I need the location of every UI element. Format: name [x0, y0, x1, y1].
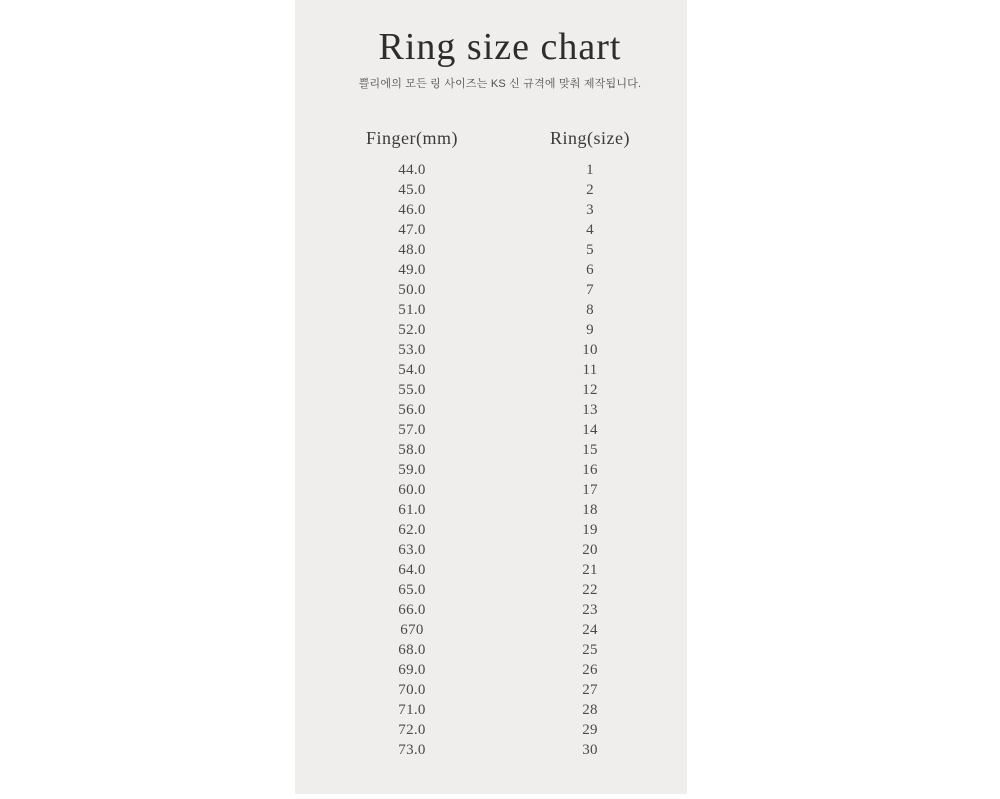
- table-row: [300, 520, 700, 540]
- finger-value: 71.0: [398, 702, 426, 718]
- finger-value: 69.0: [398, 662, 426, 678]
- table-row: [300, 300, 700, 320]
- finger-value: 44.0: [398, 162, 426, 178]
- ring-value: 23: [582, 602, 598, 618]
- ring-value: 3: [586, 202, 594, 218]
- ring-value: 4: [586, 222, 594, 238]
- table-row: [300, 280, 700, 300]
- ring-value: 30: [582, 742, 598, 758]
- table-row: [300, 340, 700, 360]
- finger-value: 64.0: [398, 562, 426, 578]
- finger-value: 60.0: [398, 482, 426, 498]
- ring-value: 1: [586, 162, 594, 178]
- table-row: [300, 660, 700, 680]
- finger-value: 45.0: [398, 182, 426, 198]
- page-subtitle: 쁠리에의 모든 링 사이즈는 KS 신 규격에 맞춰 제작됩니다.: [358, 78, 642, 90]
- table-row: [300, 460, 700, 480]
- ring-value: 26: [582, 662, 598, 678]
- finger-value: 68.0: [398, 642, 426, 658]
- finger-value: 57.0: [398, 422, 426, 438]
- table-row: [300, 440, 700, 460]
- ring-value: 27: [582, 682, 598, 698]
- ring-value: 17: [582, 482, 598, 498]
- ring-value: 24: [582, 622, 598, 638]
- table-row: [300, 700, 700, 720]
- ring-value: 20: [582, 542, 598, 558]
- ring-value: 22: [582, 582, 598, 598]
- table-row: [300, 360, 700, 380]
- finger-value: 52.0: [398, 322, 426, 338]
- ring-value: 28: [582, 702, 598, 718]
- finger-value: 73.0: [398, 742, 426, 758]
- ring-value: 14: [582, 422, 598, 438]
- table-row: [300, 640, 700, 660]
- finger-value: 56.0: [398, 402, 426, 418]
- table-row: [300, 220, 700, 240]
- ring-value: 7: [586, 282, 594, 298]
- ring-value: 12: [582, 382, 598, 398]
- finger-value: 59.0: [398, 462, 426, 478]
- table-row: [300, 600, 700, 620]
- finger-value: 54.0: [398, 362, 426, 378]
- ring-value: 8: [586, 302, 594, 318]
- table-row: [300, 560, 700, 580]
- finger-value: 72.0: [398, 722, 426, 738]
- ring-column-header: Ring(size): [550, 128, 630, 148]
- finger-value: 55.0: [398, 382, 426, 398]
- table-row: [300, 740, 700, 760]
- finger-value: 47.0: [398, 222, 426, 238]
- finger-value: 63.0: [398, 542, 426, 558]
- finger-value: 670: [400, 622, 424, 638]
- size-table: [300, 128, 700, 760]
- finger-value: 58.0: [398, 442, 426, 458]
- ring-value: 15: [582, 442, 598, 458]
- ring-value: 16: [582, 462, 598, 478]
- ring-value: 2: [586, 182, 594, 198]
- table-row: [300, 620, 700, 640]
- table-row: [300, 160, 700, 180]
- table-row: [300, 380, 700, 400]
- table-row: [300, 320, 700, 340]
- table-row: [300, 260, 700, 280]
- finger-value: 53.0: [398, 342, 426, 358]
- table-row: [300, 720, 700, 740]
- ring-value: 10: [582, 342, 598, 358]
- table-row: [300, 200, 700, 220]
- ring-value: 18: [582, 502, 598, 518]
- finger-value: 65.0: [398, 582, 426, 598]
- finger-column-header: Finger(mm): [366, 128, 458, 148]
- finger-value: 49.0: [398, 262, 426, 278]
- ring-value: 13: [582, 402, 598, 418]
- table-row: [300, 680, 700, 700]
- table-row: [300, 420, 700, 440]
- table-row: [300, 240, 700, 260]
- finger-value: 66.0: [398, 602, 426, 618]
- table-header-row: [300, 128, 700, 148]
- ring-value: 6: [586, 262, 594, 278]
- table-row: [300, 500, 700, 520]
- ring-value: 29: [582, 722, 598, 738]
- finger-value: 70.0: [398, 682, 426, 698]
- page-title: Ring size chart: [378, 26, 622, 68]
- table-body: [300, 160, 700, 760]
- table-row: [300, 540, 700, 560]
- ring-value: 11: [582, 362, 598, 378]
- table-row: [300, 480, 700, 500]
- finger-value: 46.0: [398, 202, 426, 218]
- finger-value: 62.0: [398, 522, 426, 538]
- ring-value: 21: [582, 562, 598, 578]
- table-row: [300, 580, 700, 600]
- finger-value: 51.0: [398, 302, 426, 318]
- table-row: [300, 400, 700, 420]
- table-row: [300, 180, 700, 200]
- ring-value: 25: [582, 642, 598, 658]
- finger-value: 48.0: [398, 242, 426, 258]
- finger-value: 50.0: [398, 282, 426, 298]
- ring-value: 9: [586, 322, 594, 338]
- ring-value: 19: [582, 522, 598, 538]
- finger-value: 61.0: [398, 502, 426, 518]
- ring-value: 5: [586, 242, 594, 258]
